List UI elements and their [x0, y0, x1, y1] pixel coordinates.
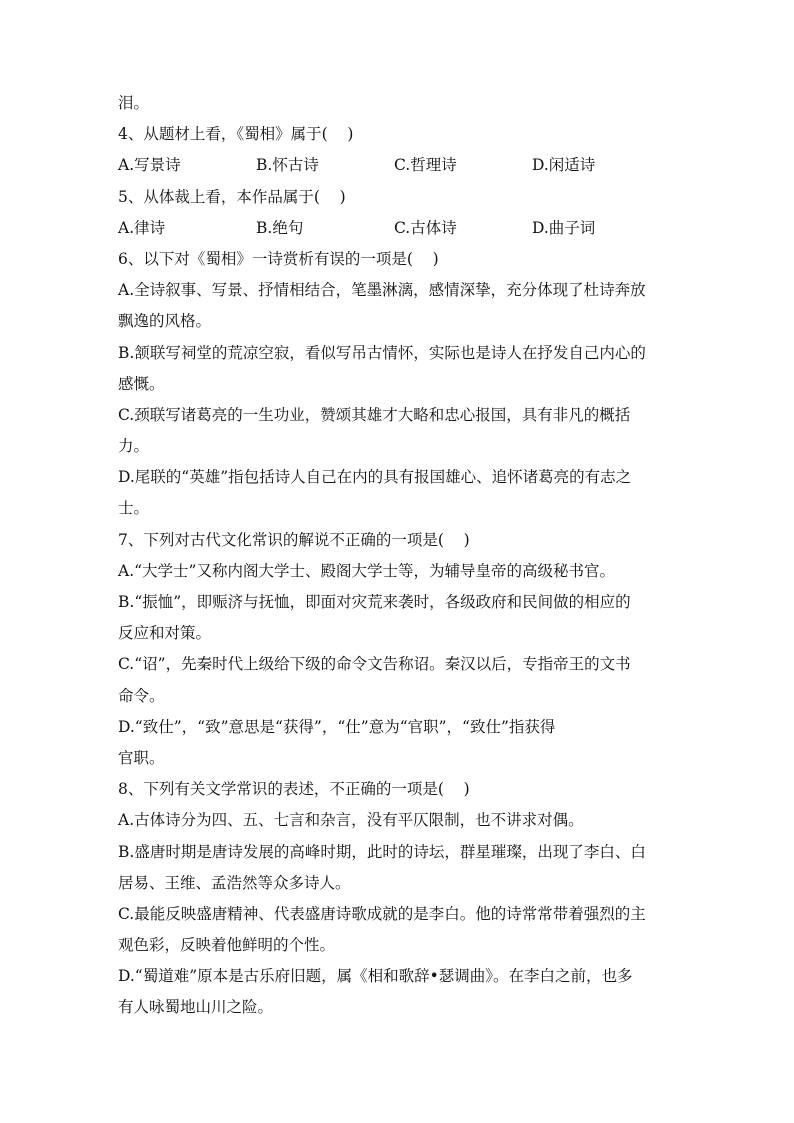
q6-text-line: 飘逸的风格。: [118, 312, 212, 331]
q7-text-line: D.“致仕”，“致”意思是“获得”，“仕”意为“官职”，“致仕”指获得: [118, 717, 556, 736]
question-6-stem: 6、以下对《蜀相》一诗赏析有误的一项是( ): [118, 249, 439, 268]
q5-option-b: B.绝句: [256, 218, 304, 237]
exam-page: [118, 88, 678, 1024]
question-4-stem: 4、从题材上看，《蜀相》属于( ): [118, 125, 354, 144]
q6-text-line: B.颔联写祠堂的荒凉空寂，看似写吊古情怀，实际也是诗人在抒发自己内心的: [118, 343, 646, 362]
question-5-options: [118, 213, 678, 244]
q4-option-d: D.闲适诗: [532, 156, 596, 175]
q4-option-c: C.哲理诗: [394, 156, 457, 175]
q4-option-a: A.写景诗: [118, 156, 181, 175]
question-4-options: [118, 150, 678, 181]
question-8-stem: 8、下列有关文学常识的表述，不正确的一项是( ): [118, 780, 470, 799]
q7-text-line: 命令。: [118, 686, 165, 705]
q6-text-line: C.颈联写诸葛亮的一生功业，赞颂其雄才大略和忠心报国，具有非凡的概括: [118, 405, 631, 424]
q6-text-line: A.全诗叙事、写景、抒情相结合，笔墨淋漓，感情深挚，充分体现了杜诗奔放: [118, 281, 646, 300]
q8-text-line: 居易、王维、孟浩然等众多诗人。: [118, 873, 351, 892]
q6-text-line: 感慨。: [118, 374, 165, 393]
q7-text-line: 官职。: [118, 748, 165, 767]
q5-option-a: A.律诗: [118, 218, 166, 237]
q7-text-line: 反应和对策。: [118, 624, 212, 643]
q6-text-line: 力。: [118, 437, 150, 456]
q7-text-line: B.“振恤”，即赈济与抚恤，即面对灾荒来袭时，各级政府和民间做的相应的: [118, 593, 631, 611]
q8-text-line: C.最能反映盛唐精神、代表盛唐诗歌成就的是李白。他的诗常常带着强烈的主: [118, 904, 646, 923]
q5-option-c: C.古体诗: [394, 218, 457, 237]
q8-text-line: 有人咏蜀地山川之险。: [118, 998, 274, 1017]
q4-option-b: B.怀古诗: [256, 156, 319, 175]
question-7-stem: 7、下列对古代文化常识的解说不正确的一项是( ): [118, 530, 470, 549]
q6-text-line: 士。: [118, 499, 150, 518]
q5-option-d: D.曲子词: [532, 218, 596, 237]
q8-text-line: B.盛唐时期是唐诗发展的高峰时期，此时的诗坛，群星璀璨，出现了李白、白: [118, 842, 646, 861]
q7-text-line: A.“大学士”又称内阁大学士、殿阁大学士等，为辅导皇帝的高级秘书官。: [118, 561, 615, 580]
question-5-stem: 5、从体裁上看，本作品属于( ): [118, 187, 346, 206]
q8-text-line: D.“蜀道难”原本是古乐府旧题，属《相和歌辞•瑟调曲》。在李白之前，也多: [118, 967, 633, 986]
q7-text-line: C.“诏”，先秦时代上级给下级的命令文告称诏。秦汉以后，专指帝王的文书: [118, 655, 631, 674]
q6-text-line: D.尾联的“英雄”指包括诗人自己在内的具有报国雄心、追怀诸葛亮的有志之: [118, 468, 632, 487]
q8-text-line: 观色彩，反映着他鲜明的个性。: [118, 936, 336, 955]
q8-text-line: A.古体诗分为四、五、七言和杂言，没有平仄限制，也不讲求对偶。: [118, 811, 584, 830]
continued-fragment: 泪。: [118, 94, 150, 112]
